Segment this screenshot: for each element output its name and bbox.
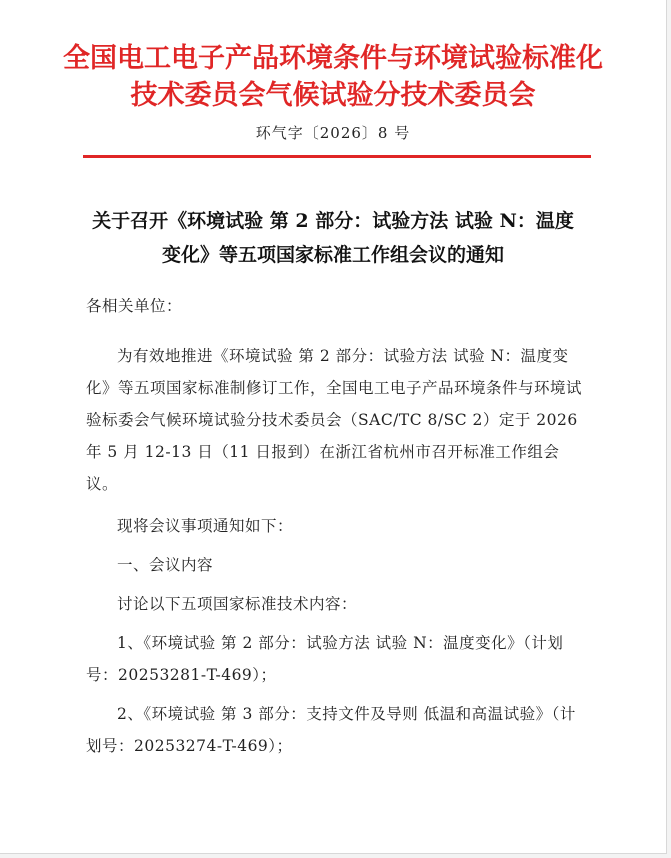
- addressee: 各相关单位：: [86, 297, 183, 315]
- document-body: [86, 290, 586, 762]
- letterhead: [0, 40, 666, 143]
- title-line2: 变化》等五项国家标准工作组会议的通知: [161, 244, 504, 266]
- document-title: [0, 204, 666, 272]
- paragraph-notice: 现将会议事项通知如下：: [117, 517, 294, 535]
- section-heading: 一、会议内容: [117, 556, 214, 574]
- list-item: 1、《环境试验 第 2 部分：试验方法 试验 N：温度变化》（计划号：20253281-T-469）；: [86, 634, 564, 684]
- list-item: 2、《环境试验 第 3 部分：支持文件及导则 低温和高温试验》（计划号：20253274-T-469）；: [86, 705, 576, 755]
- letterhead-divider: [83, 155, 591, 158]
- organization-name-line2: 技术委员会气候试验分技术委员会: [130, 80, 536, 111]
- title-line1: 关于召开《环境试验 第 2 部分：试验方法 试验 N：温度: [92, 210, 574, 232]
- paragraph-intro: 为有效地推进《环境试验 第 2 部分：试验方法 试验 N：温度变化》等五项国家标准制修订工作，全国电工电子产品环境条件与环境试验标委会气候环境试验分技术委员会（SAC/TC 8/SC 2）定于 2026 年 5 月 12-13 日（11 日报到）在浙江省杭州市召开标准工作组会议。: [86, 347, 583, 493]
- document-number: 环气字〔2026〕8 号: [255, 124, 411, 142]
- section-intro: 讨论以下五项国家标准技术内容：: [117, 595, 358, 613]
- organization-name-line1: 全国电工电子产品环境条件与环境试验标准化: [63, 43, 603, 74]
